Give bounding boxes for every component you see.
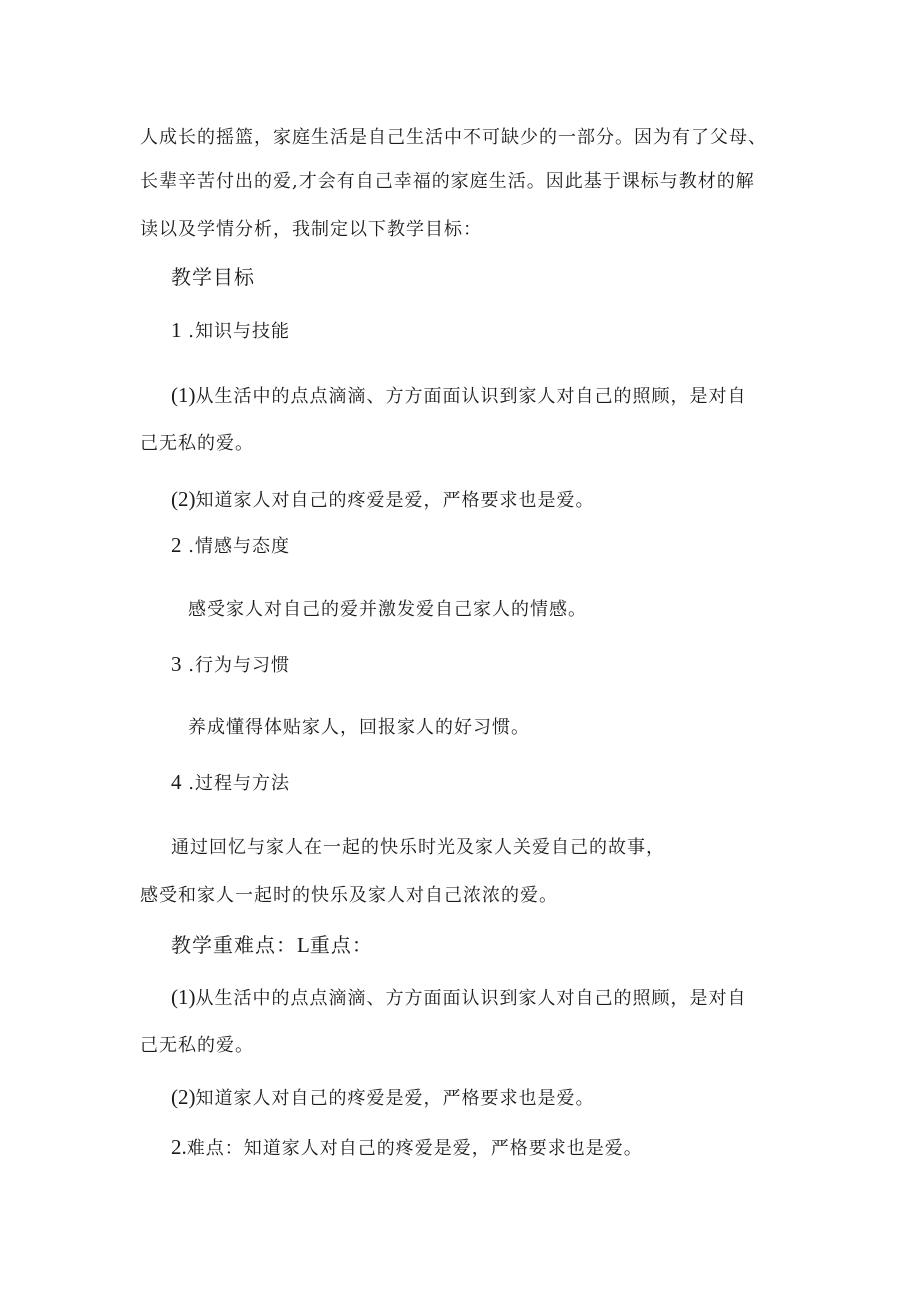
goal-1-item-1-continuation: 己无私的爱。 bbox=[140, 433, 254, 454]
goal-2-title: .情感与态度 bbox=[188, 536, 290, 557]
goal-1-number: 1 bbox=[171, 318, 182, 342]
difficulty-point bbox=[171, 1135, 643, 1161]
goals-heading: 教学目标 bbox=[171, 265, 255, 289]
difficulty-number: 2. bbox=[171, 1135, 187, 1159]
goal-3-heading bbox=[171, 652, 290, 678]
intro-line-3: 读以及学情分析，我制定以下教学目标： bbox=[140, 219, 482, 240]
goal-4-number: 4 bbox=[171, 770, 182, 794]
difficulty-text: 难点：知道家人对自己的疼爱是爱，严格要求也是爱。 bbox=[186, 1138, 643, 1159]
goal-1-item-1-text: 从生活中的点点滴滴、方方面面认识到家人对自己的照顾，是对自 bbox=[195, 386, 747, 407]
goal-3-text: 养成懂得体贴家人，回报家人的好习惯。 bbox=[188, 717, 530, 738]
goal-1-item-1-number: (1) bbox=[171, 383, 196, 407]
goal-1-title: .知识与技能 bbox=[188, 321, 290, 342]
key-points-sub-number: L bbox=[297, 933, 310, 957]
goal-2-heading bbox=[171, 533, 290, 559]
goal-1-item-2-text: 知道家人对自己的疼爱是爱，严格要求也是爱。 bbox=[195, 490, 595, 511]
key-point-item-2 bbox=[171, 1085, 595, 1111]
key-point-item-2-number: (2) bbox=[171, 1085, 196, 1109]
goal-4-heading bbox=[171, 770, 290, 796]
goal-3-title: .行为与习惯 bbox=[188, 655, 290, 676]
goal-1-item-1 bbox=[171, 383, 747, 409]
goal-4-title: .过程与方法 bbox=[188, 773, 290, 794]
intro-line-1: 人成长的摇篮，家庭生活是自己生活中不可缺少的一部分。因为有了父母、 bbox=[140, 127, 767, 148]
key-points-sub-label: 重点： bbox=[309, 933, 373, 957]
goal-2-number: 2 bbox=[171, 533, 182, 557]
goal-4-text-line-2: 感受和家人一起时的快乐及家人对自己浓浓的爱。 bbox=[140, 885, 558, 906]
key-point-item-1-text: 从生活中的点点滴滴、方方面面认识到家人对自己的照顾，是对自 bbox=[195, 988, 747, 1009]
key-point-item-1-continuation: 己无私的爱。 bbox=[140, 1035, 254, 1056]
key-point-item-2-text: 知道家人对自己的疼爱是爱，严格要求也是爱。 bbox=[195, 1088, 595, 1109]
key-points-heading bbox=[171, 933, 373, 957]
goal-1-item-2 bbox=[171, 487, 595, 513]
intro-line-2: 长辈辛苦付出的爱,才会有自己幸福的家庭生活。因此基于课标与教材的解 bbox=[140, 171, 755, 192]
goal-3-number: 3 bbox=[171, 652, 182, 676]
key-point-item-1-number: (1) bbox=[171, 985, 196, 1009]
goal-1-item-2-number: (2) bbox=[171, 487, 196, 511]
goal-2-text: 感受家人对自己的爱并激发爱自己家人的情感。 bbox=[188, 599, 587, 620]
key-points-label: 教学重难点： bbox=[171, 933, 297, 957]
goal-1-heading bbox=[171, 318, 290, 344]
key-point-item-1 bbox=[171, 985, 747, 1011]
goal-4-text-line-1: 通过回忆与家人在一起的快乐时光及家人关爱自己的故事， bbox=[171, 837, 665, 858]
